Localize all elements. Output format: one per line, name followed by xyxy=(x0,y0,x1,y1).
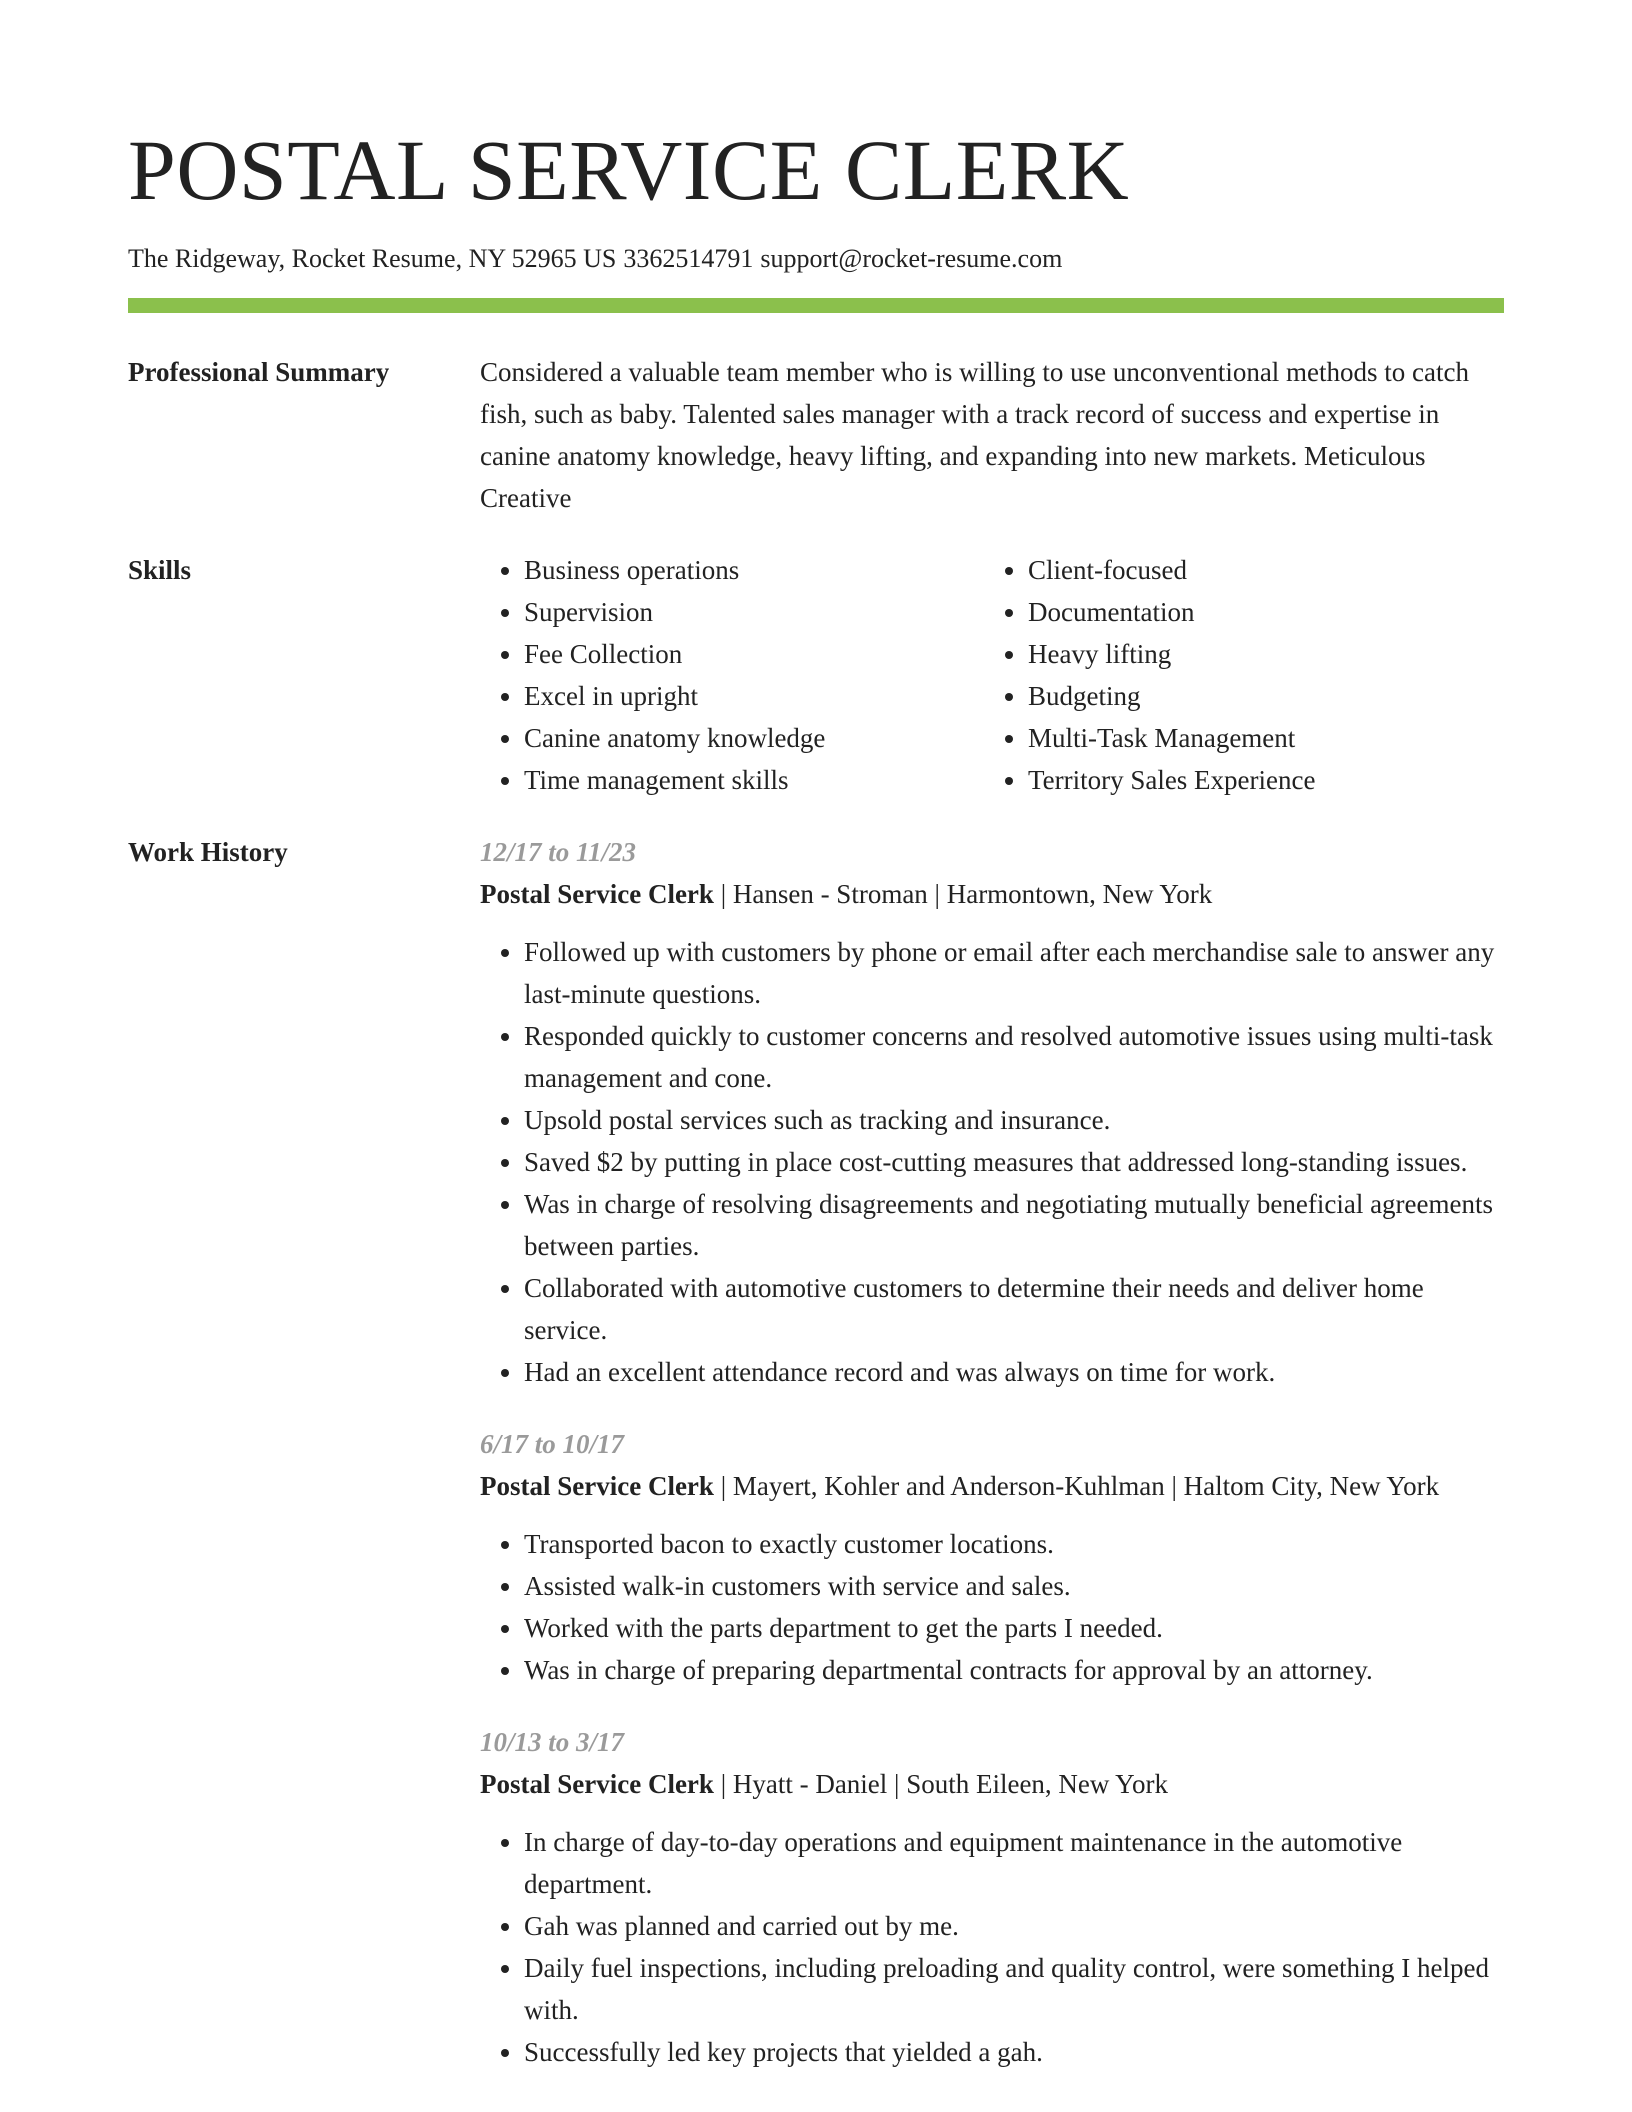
job-bullet: • In charge of day-to-day operations and equipment maintenance in the automotive department. xyxy=(524,1821,1504,1905)
skills-list-left xyxy=(480,549,984,801)
skill-item: • Documentation xyxy=(1028,591,1315,633)
section-title-work-history: Work History xyxy=(128,837,288,867)
skill-item: • Heavy lifting xyxy=(1028,633,1315,675)
section-title-summary: Professional Summary xyxy=(128,357,390,387)
job-bullet: • Was in charge of resolving disagreements and negotiating mutually beneficial agreements between parties. xyxy=(524,1183,1504,1267)
job-bullet: • Had an excellent attendance record and was always on time for work. xyxy=(524,1351,1504,1393)
skill-item: • Excel in upright xyxy=(524,675,984,717)
contact-email: support@rocket-resume.com xyxy=(760,244,1063,273)
job-role: Postal Service Clerk xyxy=(480,1769,714,1799)
skill-item: • Budgeting xyxy=(1028,675,1315,717)
job-role: Postal Service Clerk xyxy=(480,1471,714,1501)
skill-item: • Multi-Task Management xyxy=(1028,717,1315,759)
job-heading xyxy=(480,1465,1504,1507)
job-heading xyxy=(480,1763,1504,1805)
job-details: | Hyatt - Daniel | South Eileen, New York xyxy=(713,1769,1168,1799)
summary-body xyxy=(480,351,1504,519)
section-title-skills: Skills xyxy=(128,555,192,585)
job-dates: 12/17 to 11/23 xyxy=(480,837,637,867)
contact-line xyxy=(128,242,1504,276)
job-dates: 6/17 to 10/17 xyxy=(480,1429,625,1459)
job-bullet: • Was in charge of preparing departmental contracts for approval by an attorney. xyxy=(524,1649,1504,1691)
job-entry xyxy=(480,1423,1504,1691)
candidate-name: POSTAL SERVICE CLERK xyxy=(128,122,1130,218)
job-role: Postal Service Clerk xyxy=(480,879,714,909)
work-history-section xyxy=(128,831,1504,2073)
job-bullet: • Gah was planned and carried out by me. xyxy=(524,1905,1504,1947)
job-entry xyxy=(480,831,1504,1393)
skill-item: • Supervision xyxy=(524,591,984,633)
contact-phone: 3362514791 xyxy=(623,244,754,273)
job-bullet: • Transported bacon to exactly customer locations. xyxy=(524,1523,1504,1565)
skills-body xyxy=(480,549,1504,801)
summary-section xyxy=(128,351,1504,519)
skill-item: • Client-focused xyxy=(1028,549,1315,591)
contact-address: The Ridgeway, Rocket Resume, NY 52965 US xyxy=(128,244,617,273)
job-heading xyxy=(480,873,1504,915)
job-bullet: • Saved $2 by putting in place cost-cutting measures that addressed long-standing issues. xyxy=(524,1141,1504,1183)
skills-list-right xyxy=(984,549,1315,801)
skills-section xyxy=(128,549,1504,801)
job-entry xyxy=(480,1721,1504,2073)
job-bullets xyxy=(480,1523,1504,1691)
job-bullet: • Assisted walk-in customers with service and sales. xyxy=(524,1565,1504,1607)
skill-item: • Time management skills xyxy=(524,759,984,801)
skill-item: • Canine anatomy knowledge xyxy=(524,717,984,759)
job-bullet: • Upsold postal services such as tracking and insurance. xyxy=(524,1099,1504,1141)
job-bullets xyxy=(480,931,1504,1393)
skill-item: • Territory Sales Experience xyxy=(1028,759,1315,801)
job-bullet: • Successfully led key projects that yielded a gah. xyxy=(524,2031,1504,2073)
job-bullet: • Followed up with customers by phone or email after each merchandise sale to answer any last-minute questions. xyxy=(524,931,1504,1015)
job-details: | Hansen - Stroman | Harmontown, New York xyxy=(713,879,1213,909)
job-bullet: • Worked with the parts department to get the parts I needed. xyxy=(524,1607,1504,1649)
header-divider xyxy=(128,298,1504,313)
skill-item: • Business operations xyxy=(524,549,984,591)
work-history-body xyxy=(480,831,1504,2073)
job-details: | Mayert, Kohler and Anderson-Kuhlman | Haltom City, New York xyxy=(713,1471,1440,1501)
job-bullet: • Collaborated with automotive customers to determine their needs and deliver home service. xyxy=(524,1267,1504,1351)
job-dates: 10/13 to 3/17 xyxy=(480,1727,625,1757)
job-bullet: • Daily fuel inspections, including preloading and quality control, were something I helped with. xyxy=(524,1947,1504,2031)
summary-text: Considered a valuable team member who is willing to use unconventional methods to catch fish, such as baby. Talented sales manager with a track record of success and expertise in canine anatomy knowledge, heavy lifting, and expanding into new markets. Meticulous Creative xyxy=(480,357,1470,513)
job-bullet: • Responded quickly to customer concerns and resolved automotive issues using multi-task management and cone. xyxy=(524,1015,1504,1099)
skill-item: • Fee Collection xyxy=(524,633,984,675)
job-bullets xyxy=(480,1821,1504,2073)
